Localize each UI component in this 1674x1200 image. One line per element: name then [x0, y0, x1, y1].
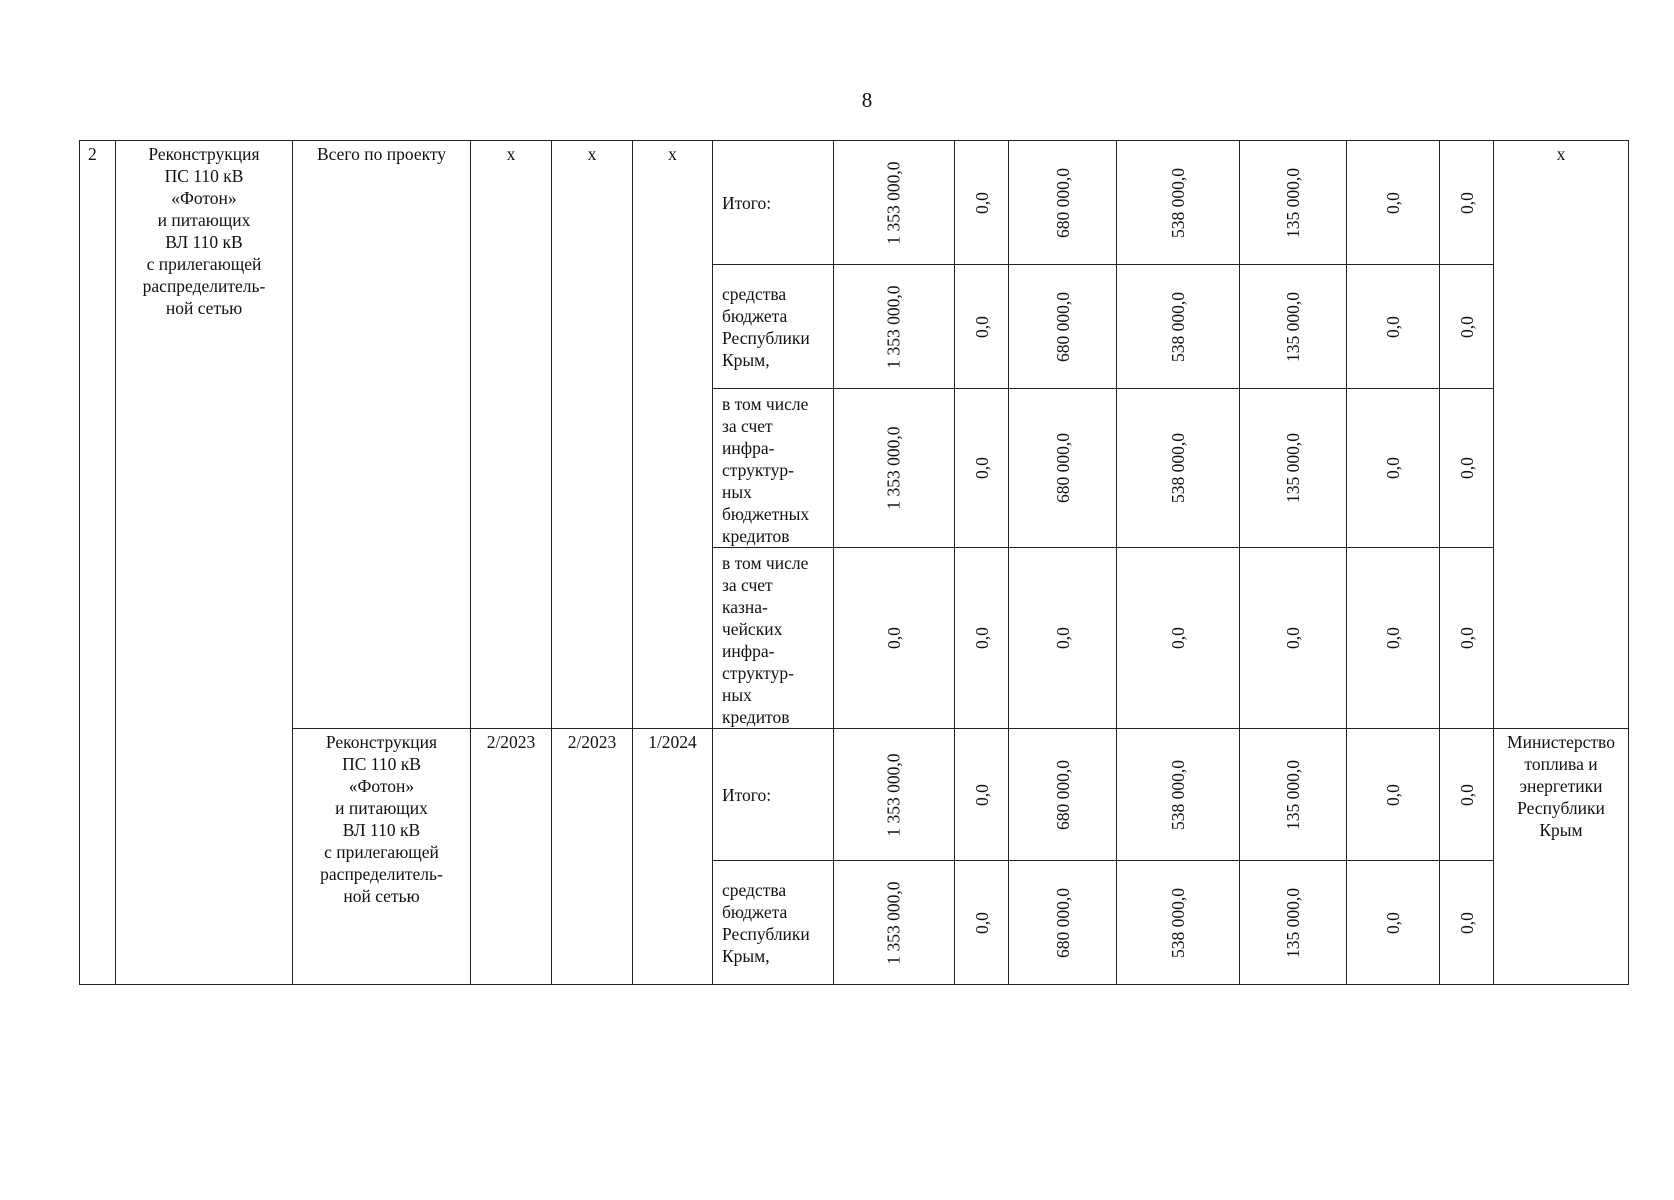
value-cell: 0,0: [1347, 265, 1440, 389]
value-cell: 0,0: [955, 265, 1009, 389]
total-col2: x: [552, 141, 633, 729]
value-cell: 0,0: [1009, 548, 1117, 729]
value-cell: 0,0: [1117, 548, 1240, 729]
value-cell: 1 353 000,0: [834, 265, 955, 389]
value-cell: 135 000,0: [1240, 729, 1347, 861]
value-cell: 538 000,0: [1117, 265, 1240, 389]
sub-col2: 2/2023: [552, 729, 633, 985]
value-cell: 0,0: [1440, 729, 1494, 861]
value-cell: 680 000,0: [1009, 265, 1117, 389]
value-cell: 0,0: [955, 548, 1009, 729]
value-cell: 0,0: [955, 141, 1009, 265]
value-cell: 680 000,0: [1009, 861, 1117, 985]
sub-responsible: Министерство топлива и энергетики Республики Крым: [1494, 729, 1629, 985]
total-col3: x: [633, 141, 713, 729]
value-cell: 135 000,0: [1240, 265, 1347, 389]
value-cell: 538 000,0: [1117, 861, 1240, 985]
funding-source: средства бюджета Республики Крым,: [713, 265, 834, 389]
sub-col1: 2/2023: [471, 729, 552, 985]
funding-source: средства бюджета Республики Крым,: [713, 861, 834, 985]
value-cell: 538 000,0: [1117, 389, 1240, 548]
table-row: [80, 141, 1629, 265]
value-cell: 0,0: [1347, 141, 1440, 265]
value-cell: 538 000,0: [1117, 729, 1240, 861]
value-cell: 0,0: [1347, 861, 1440, 985]
value-cell: 0,0: [1440, 548, 1494, 729]
value-cell: 680 000,0: [1009, 729, 1117, 861]
value-cell: 135 000,0: [1240, 861, 1347, 985]
value-cell: 0,0: [1440, 265, 1494, 389]
investment-table: [79, 140, 1629, 985]
value-cell: 135 000,0: [1240, 141, 1347, 265]
value-cell: 0,0: [1440, 861, 1494, 985]
table-row: [80, 729, 1629, 861]
value-cell: 680 000,0: [1009, 389, 1117, 548]
total-responsible: x: [1494, 141, 1629, 729]
funding-source: в том числе за счет инфра- структур- ных бюджетных кредитов: [713, 389, 834, 548]
total-section-label: Всего по проекту: [293, 141, 471, 729]
value-cell: 1 353 000,0: [834, 389, 955, 548]
value-cell: 0,0: [955, 861, 1009, 985]
page-number: 8: [861, 88, 873, 112]
sub-col3: 1/2024: [633, 729, 713, 985]
value-cell: 0,0: [1347, 548, 1440, 729]
value-cell: 0,0: [955, 729, 1009, 861]
sub-project-name: Реконструкция ПС 110 кВ «Фотон» и питающих ВЛ 110 кВ с прилегающей распределитель- ной сетью: [293, 729, 471, 985]
funding-source: Итого:: [713, 141, 834, 265]
row-number: 2: [80, 141, 116, 985]
value-cell: 0,0: [1347, 729, 1440, 861]
value-cell: 0,0: [1440, 141, 1494, 265]
value-cell: 135 000,0: [1240, 389, 1347, 548]
value-cell: 0,0: [1347, 389, 1440, 548]
value-cell: 0,0: [834, 548, 955, 729]
funding-source: Итого:: [713, 729, 834, 861]
value-cell: 0,0: [955, 389, 1009, 548]
value-cell: 1 353 000,0: [834, 141, 955, 265]
funding-source: в том числе за счет казна- чейских инфра- структур- ных кредитов: [713, 548, 834, 729]
value-cell: 0,0: [1440, 389, 1494, 548]
value-cell: 1 353 000,0: [834, 729, 955, 861]
total-col1: x: [471, 141, 552, 729]
value-cell: 0,0: [1240, 548, 1347, 729]
value-cell: 680 000,0: [1009, 141, 1117, 265]
project-name: Реконструкция ПС 110 кВ «Фотон» и питающих ВЛ 110 кВ с прилегающей распределитель- ной сетью: [116, 141, 293, 985]
value-cell: 538 000,0: [1117, 141, 1240, 265]
value-cell: 1 353 000,0: [834, 861, 955, 985]
